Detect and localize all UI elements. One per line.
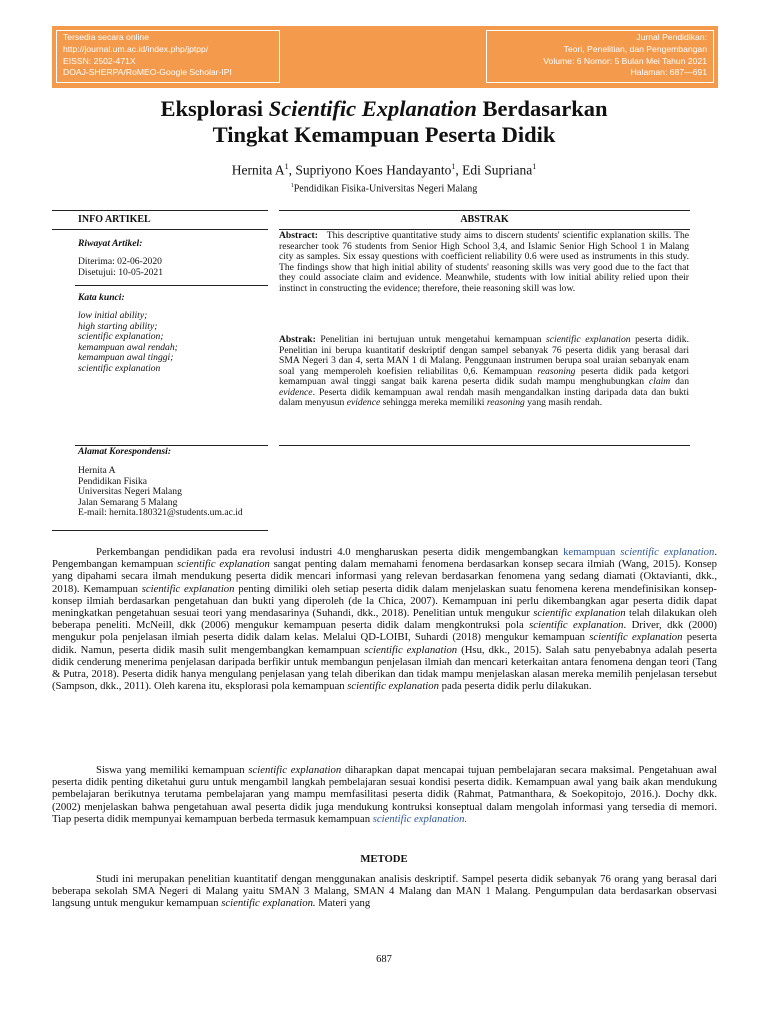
journal-name: Jurnal Pendidikan: [636, 32, 707, 42]
journal-access-box [56, 30, 280, 83]
journal-url[interactable]: http://journal.um.ac.id/index.php/jptpp/ [63, 43, 209, 54]
keyword-item: scientific explanation; [78, 331, 164, 342]
received-date: Diterima: 02-06-2020 [78, 256, 162, 267]
correspondence-address [78, 466, 243, 519]
corr-dept: Pendidikan Fisika [78, 475, 148, 487]
pages-line: Halaman: 687—691 [630, 67, 707, 78]
paper-title: Eksplorasi Scientific Explanation Berdasarkan Tingkat Kemampuan Peserta Didik [160, 96, 608, 147]
info-head-rule [52, 229, 268, 230]
section-heading-metode: METODE [360, 853, 408, 865]
correspondence-label: Alamat Korespondensi: [78, 446, 172, 457]
info-bottom-rule [52, 530, 268, 531]
intro-paragraph-2: Siswa yang memiliki kemampuan scientific explanation diharapkan dapat mencapai tujuan pembelajaran secara maksimal. Pengetahuan awal peserta didik penting diketahui guru untuk mengambil langkah pembelajaran sesuai kondisi peserta didik. Kemampuan awal yang baik akan mendukung pembelajaran berikutnya terutama pembelajaran yang mampu memfasilitasi peserta didik (Rahmat, Patmanthara, & Soekopitojo, 2016.). Dochy dkk. (2002) menjelaskan bahwa pengetahuan awal peserta didik juga mendukung kontruksi konseptual dalam mengolah informasi yang tersedia di memori. Tiap peserta didik mempunyai kemampuan berbeda termasuk kemampuan scientific explanation. [52, 764, 717, 825]
accepted-date: Disetujui: 10-05-2021 [78, 266, 164, 278]
affiliation: $^1$Pendidikan Fisika-Universitas Negeri Malang [290, 183, 478, 195]
method-paragraph: Studi ini merupakan penelitian kuantitatif dengan menggunakan analisis deskriptif. Sampel peserta didik sebanyak 76 orang yang berasal dari beberapa sekolah SMA Negeri di Malang yaitu SMAN 3 Malang, SMAN 4 Malang dan MAN 1 Malang. Pengumpulan data berdasarkan observasi langsung untuk mengukur kemampuan scientific explanation. Materi yang [52, 873, 717, 910]
info-top-rule [52, 210, 268, 211]
abstract-top-rule [279, 210, 690, 211]
intro-paragraph-1: Perkembangan pendidikan pada era revolusi industri 4.0 mengharuskan peserta didik mengembangkan kemampuan scientific explanation. Pengembangan kemampuan scientific explanation sangat penting dalam memahami fenomena berdasarkan konsep secara ilmiah (Wang, 2015). Konsep yang dipahami secara ilmah mendukung peserta didik mencari informasi yang relevan berdasarkan fenomena yang sedang diamati (Oktavianti, dkk., 2018). Kemampuan scientific explanation penting dimiliki oleh setiap peserta didik dalam menjelaskan suatu fenomena kerena mendefinisikan konsep-konsep ilmiah berdasarkan pengetahuan dan bukti yang diperoleh (de la Chica, 2007). Kemampuan ini perlu dikembangkan agar peserta didik dapat meningkatkan pengetahuan sesuai teori yang mendasarinya (Suhandi, dkk., 2018). Penelitian untuk mengukur scientific explanation telah dilakukan oleh beberapa peneliti. McNeill, dkk (2006) mengukur kemampuan peserta didik dalam mengkontruksi pola scientific explanation. Driver, dkk (2000) mengukur pola penjelasan ilmiah peserta didik dalam kelas. Melalui QD-LOIBI, Suhardi (2018) mengukur kemampuan scientific explanation peserta didik. Namun, peserta didik masih sulit mengembangkan kemampuan scientific explanation (Hsu, dkk., 2015). Salah satu penyebabnya adalah peserta didik cenderung menerima penjelasan daripada berfikir untuk membangun penjelasan ilmiah dan mencari keterkaitan antara fenomena dengan teori (Tang & Putra, 2018). Peserta didik hanya mengulang penjelasan yang telah diberikan dan tidak mampu menjelaskan alasan mereka memilih penjelasan tersebut (Sampson, dkk., 2011). Oleh karena itu, eksplorasi pola kemampuan scientific explanation pada peserta didik perlu dilakukan. [52, 546, 717, 693]
info-heading: INFO ARTIKEL [78, 214, 151, 225]
keywords-label: Kata kunci: [78, 292, 125, 303]
keyword-item: low initial ability; [78, 310, 148, 321]
info-divider-1 [75, 285, 268, 286]
keyword-item: high starting ability; [78, 320, 158, 332]
abstract-indonesian: Abstrak: Penelitian ini bertujuan untuk mengetahui kemampuan scientific explanation peserta didik. Penelitian ini berupa kuantitatif deskriptif dengan sampel sebanyak 76 peserta didik yang berasal dari SMA Negeri 3 dan 4, serta MAN 1 di Malang. Penggunaan instrumen berupa soal uraian sebanyak enam soal yang memperoleh koefisien reliabilitas 0,6. Kemampuan reasoning peserta didik pada ketgori kemampuan awal tinggi sangat baik karena peserta didik sudah mampu menghubungkan claim dan evidence. Peserta didik kemampuan awal rendah masih mengandalkan insting daripada data dan bukti dalam menyusun evidence sehingga mereka memiliki reasoning yang masih rendah. [279, 334, 690, 408]
journal-subtitle: Teori, Penelitian, dan Pengembangan [563, 43, 707, 54]
author-list: Hernita $A^1$, Supriyono Koes Handayanto$^1$, Edi Supriana$^1$ [231, 162, 537, 178]
keyword-list [78, 311, 178, 374]
corr-street: Jalan Semarang 5 Malang [78, 496, 178, 508]
volume-line: Volume: 6 Nomor: 5 Bulan Mei Tahun 2021 [543, 55, 707, 66]
corr-name: Hernita A [78, 465, 116, 476]
indexing-line: DOAJ-SHERPA/RoMEO-Google Scholar-IPI [63, 67, 232, 78]
page-number: 687 [376, 954, 392, 965]
keyword-item: kemampuan awal tinggi; [78, 352, 174, 363]
access-line: Tersedia secara online [63, 32, 149, 42]
journal-info-box [486, 30, 714, 83]
journal-header-band [52, 26, 718, 88]
keyword-item: kemampuan awal rendah; [78, 341, 178, 353]
eissn-line: EISSN: 2502-471X [63, 55, 136, 66]
abstract-heading: ABSTRAK [460, 214, 509, 225]
abstract-english: Abstract: This descriptive quantitative study aims to discern students' scientific explanation skills. The researcher took 76 students from Senior High School 3,4, and Islamic Senior High School 1 in Malang city as samples. Six essay questions with coefficient reliability 0.6 were used as instruments in this study. The findings show that high initial ability of students' reasoning skills was very good due to the fact that they could associate claim and evidence. Meanwhile, students with low initial ability relied upon their instinct in constructing the evidence; therefore, theie reasoning skill was low. [279, 230, 689, 294]
keyword-item: scientific explanation [78, 362, 161, 374]
corr-email[interactable]: E-mail: hernita.180321@students.um.ac.id [78, 507, 243, 518]
article-history [78, 257, 163, 278]
corr-univ: Universitas Negeri Malang [78, 486, 182, 497]
abstract-bottom-rule [279, 445, 690, 446]
history-label: Riwayat Artikel: [78, 238, 143, 249]
